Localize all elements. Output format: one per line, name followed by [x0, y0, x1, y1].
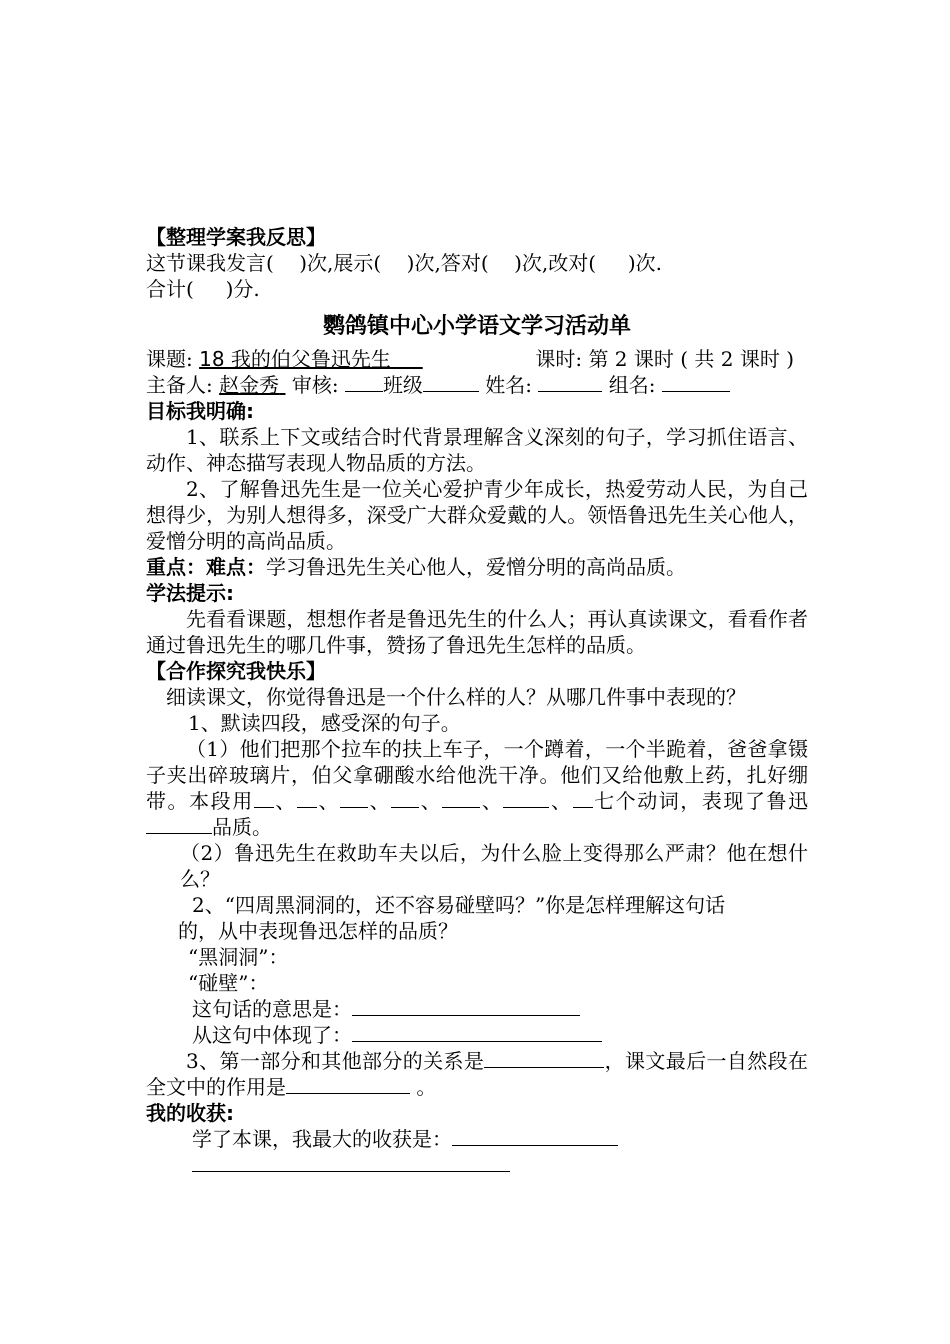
- question-2-line-a: 2、“四周黑洞洞的，还不容易碰壁吗？”你是怎样理解这句话: [192, 893, 726, 917]
- name-blank[interactable]: [538, 372, 602, 392]
- key-points-label: 重点：难点：: [146, 555, 266, 579]
- harvest-blank-2[interactable]: [192, 1152, 510, 1172]
- correct-count-label: )次,答对(: [406, 251, 489, 275]
- question-3: [146, 1048, 808, 1100]
- verb-separator: 、: [368, 789, 392, 813]
- question-3-part-b: ，课文最后一自然段在全文中的作用是: [146, 1049, 809, 1099]
- question-1-2: [146, 840, 808, 892]
- verb-separator: 、: [419, 789, 443, 813]
- sentence-meaning: [146, 996, 808, 1022]
- question-1-2-text: （2）鲁迅先生在救助车夫以后，为什么脸上变得那么严肃？他在想什么？: [180, 841, 808, 891]
- verb-separator: 、: [480, 789, 504, 813]
- name-label: 姓名:: [485, 373, 533, 397]
- verb-separator: 、: [549, 789, 573, 813]
- preparer-row: [146, 372, 808, 398]
- page-title: 鹦鸽镇中心小学语文学习活动单: [322, 314, 631, 339]
- verb-blank-5[interactable]: [442, 788, 480, 808]
- harvest-blank-1[interactable]: [452, 1126, 618, 1146]
- total-label: 合计(: [146, 277, 194, 301]
- sentence-shows-label: 从这句中体现了：: [192, 1023, 352, 1047]
- word-pengbi: “碰壁”：: [188, 971, 269, 995]
- verb-blank-6[interactable]: [503, 788, 549, 808]
- method-heading: 学法提示:: [146, 581, 234, 605]
- topic-row: [146, 346, 808, 372]
- question-3-part-c: 。: [416, 1075, 437, 1099]
- key-points: [146, 554, 808, 580]
- class-blank[interactable]: [423, 372, 479, 392]
- reviewer-blank[interactable]: [345, 372, 383, 392]
- harvest-line: [146, 1126, 808, 1152]
- key-points-text: 学习鲁迅先生关心他人，爱憎分明的高尚品质。: [266, 555, 686, 579]
- quality-blank[interactable]: [146, 814, 212, 834]
- explore-heading: 【合作探究我快乐】: [146, 659, 326, 683]
- group-blank[interactable]: [662, 372, 730, 392]
- goal-item-1: 1、联系上下文或结合时代背景理解含义深刻的句子，学习抓住语言、动作、神态描写表现人物品质的方法。: [146, 425, 808, 475]
- verb-blank-3[interactable]: [340, 788, 368, 808]
- score-unit-label: )分.: [225, 277, 260, 301]
- show-count-label: )次,展示(: [299, 251, 382, 275]
- question-1: 1、默读四段，感受深的句子。: [188, 711, 461, 735]
- verb-separator: 、: [316, 789, 341, 813]
- method-text: 先看看课题，想想作者是鲁迅先生的什么人；再认真读课文，看看作者通过鲁迅先生的哪几件事，赞扬了鲁迅先生怎样的品质。: [146, 607, 808, 657]
- explore-intro: 细读课文，你觉得鲁迅是一个什么样的人？从哪几件事中表现的？: [166, 685, 746, 709]
- topic-label: 课题:: [146, 347, 193, 371]
- question-1-1: [146, 736, 808, 840]
- sentence-shows-blank[interactable]: [352, 1022, 602, 1042]
- verb-blank-1[interactable]: [254, 788, 274, 808]
- sentence-shows: [146, 1022, 808, 1048]
- group-label: 组名:: [608, 373, 656, 397]
- speak-count-label: 这节课我发言(: [146, 251, 274, 275]
- verb-separator: 、: [273, 789, 297, 813]
- verb-blank-4[interactable]: [391, 788, 419, 808]
- fixed-count-label: )次,改对(: [514, 251, 597, 275]
- sentence-meaning-blank[interactable]: [352, 996, 580, 1016]
- reflection-line-2: [146, 276, 808, 302]
- class-label: 班级: [382, 373, 423, 397]
- topic-value: 18 我的伯父鲁迅先生: [199, 347, 391, 371]
- question-1-1-end: 七个动词，表现了鲁迅: [592, 789, 809, 813]
- reflection-heading: 【整理学案我反思】: [146, 225, 326, 249]
- harvest-line-2: [146, 1152, 808, 1178]
- role-blank[interactable]: [286, 1074, 410, 1094]
- reflection-line-1: [146, 250, 808, 276]
- harvest-heading: 我的收获:: [146, 1101, 234, 1125]
- preparer-value: 赵金秀: [219, 373, 280, 397]
- question-3-part-a: 3、第一部分和其他部分的关系是: [186, 1049, 485, 1073]
- verb-blank-2[interactable]: [297, 788, 317, 808]
- goal-item-2: 2、了解鲁迅先生是一位关心爱护青少年成长，热爱劳动人民，为自己想得少，为别人想得多，深受广大群众爱戴的人。领悟鲁迅先生关心他人，爱憎分明的高尚品质。: [146, 477, 808, 553]
- relation-blank[interactable]: [484, 1048, 604, 1068]
- word-heidongdong: “黑洞洞”：: [188, 945, 289, 969]
- question-1-1-text: （1）他们把那个拉车的扶上车子，一个蹲着，一个半跪着，爸爸拿镊子夹出碎玻璃片，伯父拿硼酸水给他洗干净。他们又给他敷上药，扎好绷带。本段用: [146, 737, 808, 813]
- goals-heading: 目标我明确:: [146, 399, 254, 423]
- question-1-1-tail: 品质。: [212, 815, 272, 839]
- reviewer-label: 审核:: [291, 373, 339, 397]
- verb-blank-7[interactable]: [573, 788, 593, 808]
- worksheet-page: [146, 224, 808, 1178]
- period-info: 课时: 第 2 课时 ( 共 2 课时 ): [535, 347, 794, 371]
- sentence-meaning-label: 这句话的意思是：: [192, 997, 352, 1021]
- harvest-label: 学了本课，我最大的收获是：: [192, 1127, 452, 1151]
- preparer-label: 主备人:: [146, 373, 213, 397]
- question-2-line-b: 的，从中表现鲁迅怎样的品质？: [178, 919, 458, 943]
- times-end-label: )次.: [627, 251, 662, 275]
